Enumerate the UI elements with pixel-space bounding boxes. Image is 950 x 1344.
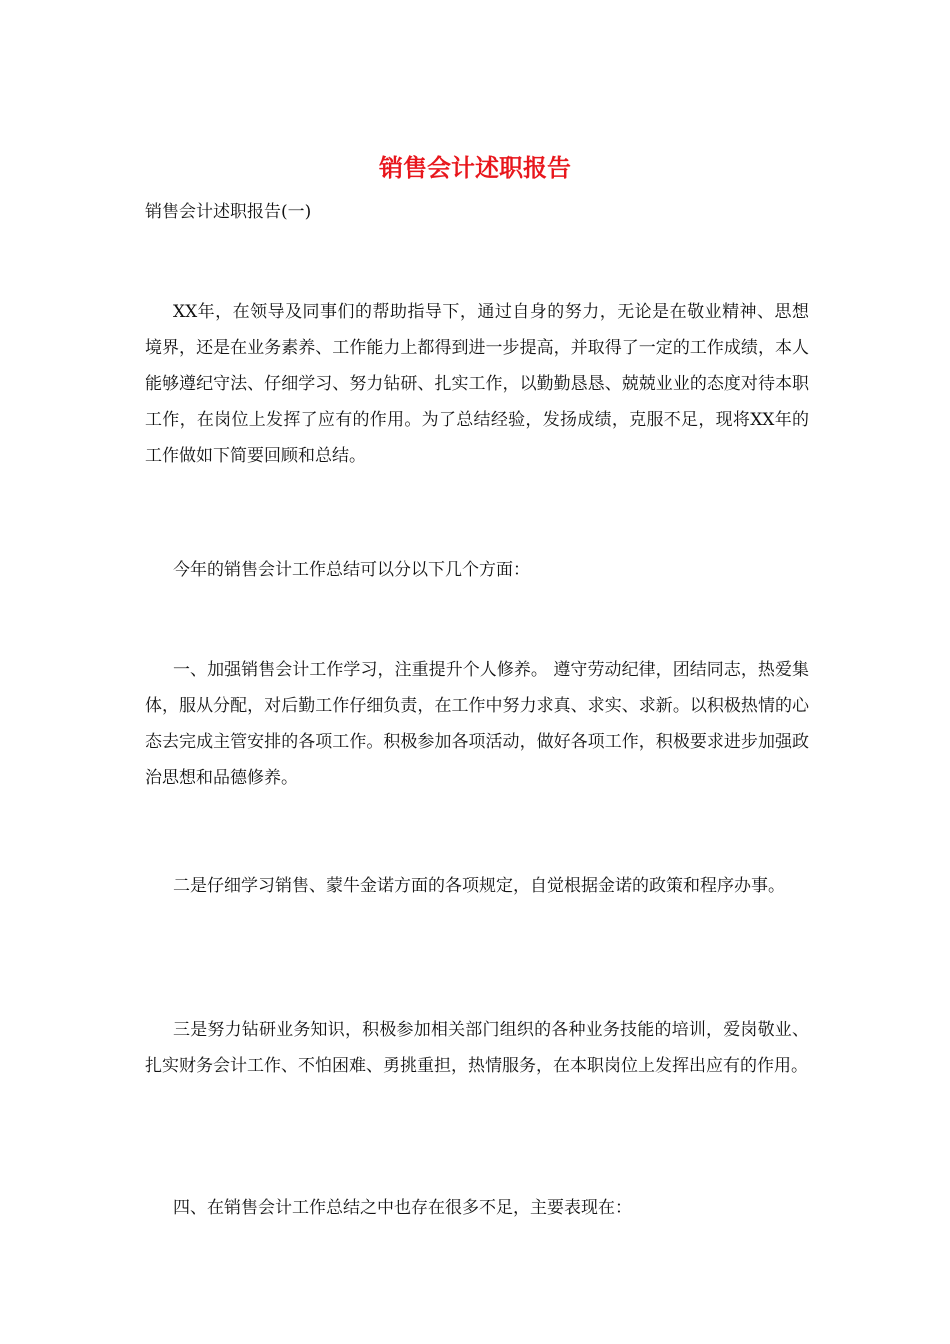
paragraph-section-four: 四、在销售会计工作总结之中也存在很多不足，主要表现在： xyxy=(173,1198,632,1218)
paragraph-section-two: 二是仔细学习销售、蒙牛金诺方面的各项规定，自觉根据金诺的政策和程序办事。 xyxy=(173,876,785,896)
document-title: 销售会计述职报告 xyxy=(379,154,571,182)
document-subtitle: 销售会计述职报告(一) xyxy=(145,202,312,222)
paragraph-section-three: 三是努力钻研业务知识，积极参加相关部门组织的各种业务技能的培训，爱岗敬业、扎实财务会计工作、不怕困难、勇挑重担，热情服务，在本职岗位上发挥出应有的作用。 xyxy=(145,1020,809,1076)
paragraph-section-one: 一、加强销售会计工作学习，注重提升个人修养。 遵守劳动纪律，团结同志，热爱集体，服从分配，对后勤工作仔细负责，在工作中努力求真、求实、求新。以积极热情的心态去完成主管安排的各项工作。积极参加各项活动，做好各项工作，积极要求进步加强政治思想和品德修养。 xyxy=(145,660,809,788)
paragraph-aspects: 今年的销售会计工作总结可以分以下几个方面： xyxy=(173,560,530,580)
paragraph-intro: XX年，在领导及同事们的帮助指导下，通过自身的努力，无论是在敬业精神、思想境界，还是在业务素养、工作能力上都得到进一步提高，并取得了一定的工作成绩，本人能够遵纪守法、仔细学习、努力钻研、扎实工作，以勤勤恳恳、兢兢业业的态度对待本职工作，在岗位上发挥了应有的作用。为了总结经验，发扬成绩，克服不足，现将XX年的工作做如下简要回顾和总结。 xyxy=(145,302,809,466)
